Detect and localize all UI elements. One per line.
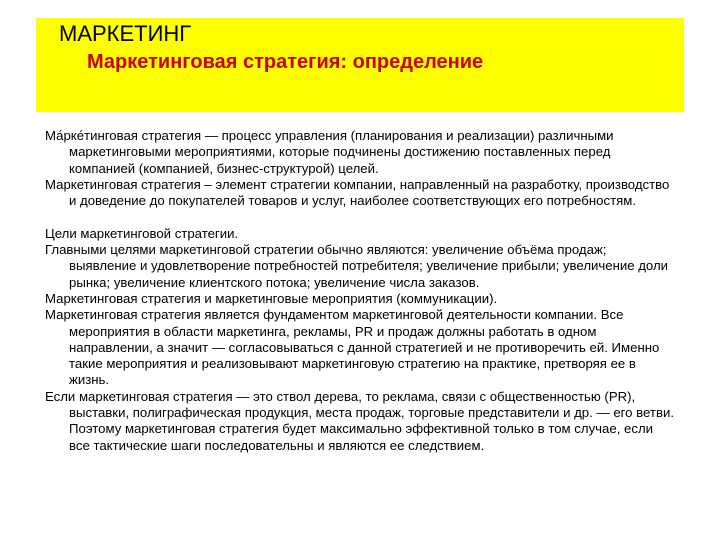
slide-body bbox=[45, 128, 675, 454]
foundation-paragraph: Маркетинговая стратегия является фундаментом маркетинговой деятельности компании. Все мероприятия в области маркетинга, рекламы, PR и продаж должны работать в одном направлении, а значит — согласовываться с данной стратегией и не противоречить ей. Именно такие мероприятия и реализовывают маркетинговую стратегию на практике, претворяя ее в жизнь. bbox=[45, 307, 660, 388]
goals-paragraph: Главными целями маркетинговой стратегии обычно являются: увеличение объёма продаж; выявление и удовлетворение потребностей потребителя; увеличение прибыли; увеличение доли рынка; увеличение клиентского потока; увеличение числа заказов. bbox=[45, 242, 669, 290]
slide-subtitle: Маркетинговая стратегия: определение bbox=[87, 51, 484, 73]
tree-metaphor-paragraph: Если маркетинговая стратегия — это ствол дерева, то реклама, связи с общественностью (PR), выставки, полиграфическая продукция, места продаж, торговые представители и др. — его ветви. Поэтому маркетинговая стратегия будет максимально эффективной только в том случае, если все тактические шаги последовательны и являются ее следствием. bbox=[45, 388, 674, 453]
slide-title: МАРКЕТИНГ bbox=[59, 21, 192, 46]
definition-paragraph: Ма́рке́тинговая стратегия — процесс управления (планирования и реализации) различными маркетинговыми мероприятиями, которые подчинены достижению поставленных перед компанией (компанией, бизнес-структурой) целей. bbox=[45, 128, 614, 176]
goals-heading: Цели маркетинговой стратегии. bbox=[45, 225, 239, 241]
definition-paragraph-2: Маркетинговая стратегия – элемент стратегии компании, направленный на разработку, производство и доведение до покупателей товаров и услуг, наиболее соответствующих его потребностям. bbox=[45, 176, 670, 209]
paragraph-spacer bbox=[45, 209, 675, 225]
activities-heading: Маркетинговая стратегия и маркетинговые мероприятия (коммуникации). bbox=[45, 290, 498, 306]
